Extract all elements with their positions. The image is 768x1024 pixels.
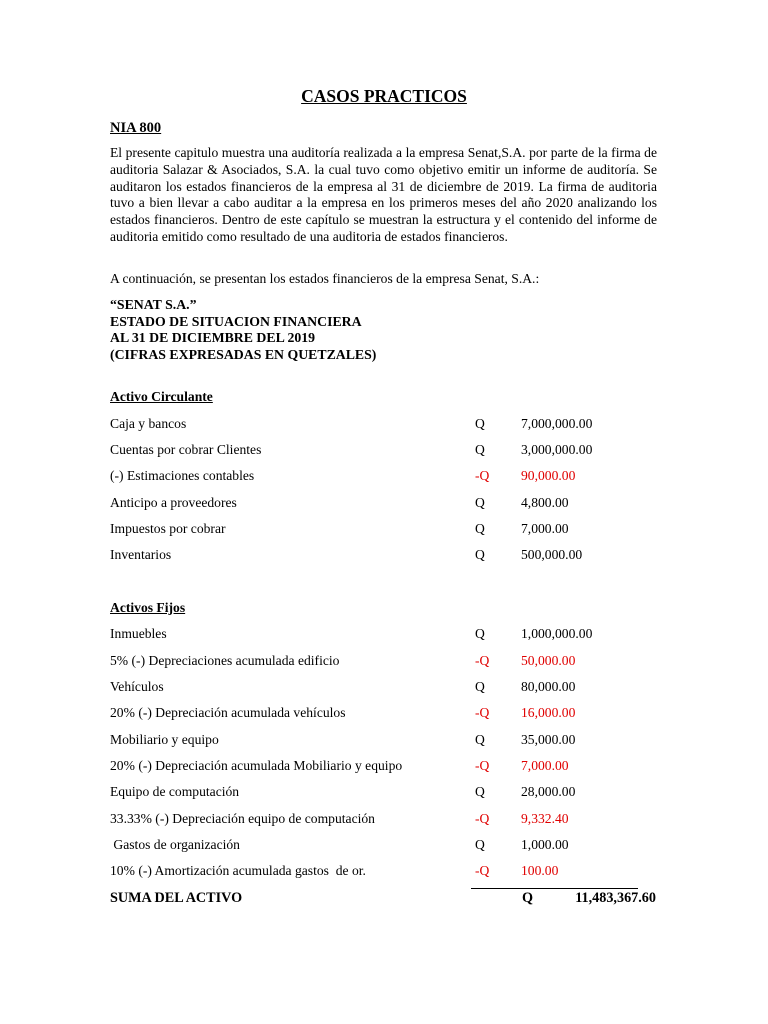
row-label: Vehículos <box>110 679 164 694</box>
total-label: SUMA DEL ACTIVO <box>110 890 243 906</box>
table-row <box>0 705 768 723</box>
row-amount: 1,000.00 <box>521 837 569 852</box>
row-label: Cuentas por cobrar Clientes <box>110 442 262 457</box>
row-amount: 9,332.40 <box>521 811 569 826</box>
row-label: (-) Estimaciones contables <box>110 468 255 483</box>
row-currency: Q <box>475 732 485 747</box>
row-label: 20% (-) Depreciación acumulada vehículos <box>110 705 346 720</box>
row-label: 5% (-) Depreciaciones acumulada edificio <box>110 653 340 668</box>
total-row <box>0 890 768 910</box>
row-amount: 1,000,000.00 <box>521 626 593 641</box>
row-amount: 4,800.00 <box>521 495 569 510</box>
row-currency: Q <box>475 784 485 799</box>
table-row <box>0 811 768 829</box>
currency-note: (CIFRAS EXPRESADAS EN QUETZALES) <box>110 346 377 362</box>
statement-heading <box>110 297 376 363</box>
row-label: Equipo de computación <box>110 784 240 799</box>
row-currency: Q <box>475 679 485 694</box>
row-currency: -Q <box>475 758 490 773</box>
row-label: Impuestos por cobrar <box>110 521 226 536</box>
row-amount: 7,000.00 <box>521 758 569 773</box>
total-currency: Q <box>522 890 534 906</box>
table-row <box>0 547 768 565</box>
row-amount: 7,000,000.00 <box>521 416 593 431</box>
row-amount: 90,000.00 <box>521 468 576 483</box>
row-currency: Q <box>475 547 485 562</box>
table-row <box>0 732 768 750</box>
table-row <box>0 758 768 776</box>
fixed-assets-title: Activos Fijos <box>110 600 186 615</box>
page-title: CASOS PRACTICOS <box>301 86 467 106</box>
table-row <box>0 416 768 434</box>
table-row <box>0 679 768 697</box>
row-label: Anticipo a proveedores <box>110 495 237 510</box>
row-currency: Q <box>475 416 485 431</box>
table-row <box>0 495 768 513</box>
total-amount: 11,483,367.60 <box>575 890 656 906</box>
table-row <box>0 468 768 486</box>
statement-date: AL 31 DE DICIEMBRE DEL 2019 <box>110 330 316 345</box>
company-name: “SENAT S.A.” <box>110 297 197 312</box>
row-amount: 7,000.00 <box>521 521 569 536</box>
row-amount: 3,000,000.00 <box>521 442 593 457</box>
row-currency: -Q <box>475 468 490 483</box>
current-assets-title: Activo Circulante <box>110 389 213 404</box>
row-label: Gastos de organización <box>110 837 240 852</box>
row-amount: 100.00 <box>521 863 559 878</box>
continuation-text: A continuación, se presentan los estados financieros de la empresa Senat, S.A.: <box>110 271 540 286</box>
total-divider <box>471 888 638 889</box>
intro-paragraph: El presente capitulo muestra una auditoría realizada a la empresa Senat,S.A. por parte de la firma de auditoria Salazar & Asociados, S.A. la cual tuvo como objetivo emitir un informe de auditoría. Se auditaron los estados financieros de la empresa al 31 de diciembre de 2019. La firma de auditoria tuvo a bien llevar a cabo auditar a la empresa en los primeros meses del año 2020 analizando los estados financieros. Dentro de este capítulo se muestran la estructura y el contenido del informe de auditoria emitido como resultado de una auditoria de estados financieros. <box>110 145 657 244</box>
row-currency: Q <box>475 442 485 457</box>
table-row <box>0 653 768 671</box>
row-amount: 28,000.00 <box>521 784 576 799</box>
table-row <box>0 521 768 539</box>
row-currency: -Q <box>475 811 490 826</box>
row-amount: 35,000.00 <box>521 732 576 747</box>
row-label: 33.33% (-) Depreciación equipo de computación <box>110 811 375 826</box>
table-row <box>0 784 768 802</box>
row-label: 20% (-) Depreciación acumulada Mobiliario y equipo <box>110 758 403 773</box>
row-currency: Q <box>475 521 485 536</box>
table-row <box>0 442 768 460</box>
row-label: Mobiliario y equipo <box>110 732 219 747</box>
row-label: Inmuebles <box>110 626 167 641</box>
table-row <box>0 863 768 881</box>
row-currency: -Q <box>475 705 490 720</box>
row-currency: Q <box>475 626 485 641</box>
row-currency: -Q <box>475 653 490 668</box>
row-amount: 50,000.00 <box>521 653 576 668</box>
row-label: Caja y bancos <box>110 416 187 431</box>
row-label: 10% (-) Amortización acumulada gastos de or. <box>110 863 366 878</box>
row-amount: 500,000.00 <box>521 547 583 562</box>
row-amount: 16,000.00 <box>521 705 576 720</box>
row-label: Inventarios <box>110 547 172 562</box>
section-subtitle: NIA 800 <box>110 120 162 136</box>
row-currency: Q <box>475 837 485 852</box>
row-currency: -Q <box>475 863 490 878</box>
statement-name: ESTADO DE SITUACION FINANCIERA <box>110 313 362 329</box>
row-amount: 80,000.00 <box>521 679 576 694</box>
row-currency: Q <box>475 495 485 510</box>
table-row <box>0 837 768 855</box>
table-row <box>0 626 768 644</box>
